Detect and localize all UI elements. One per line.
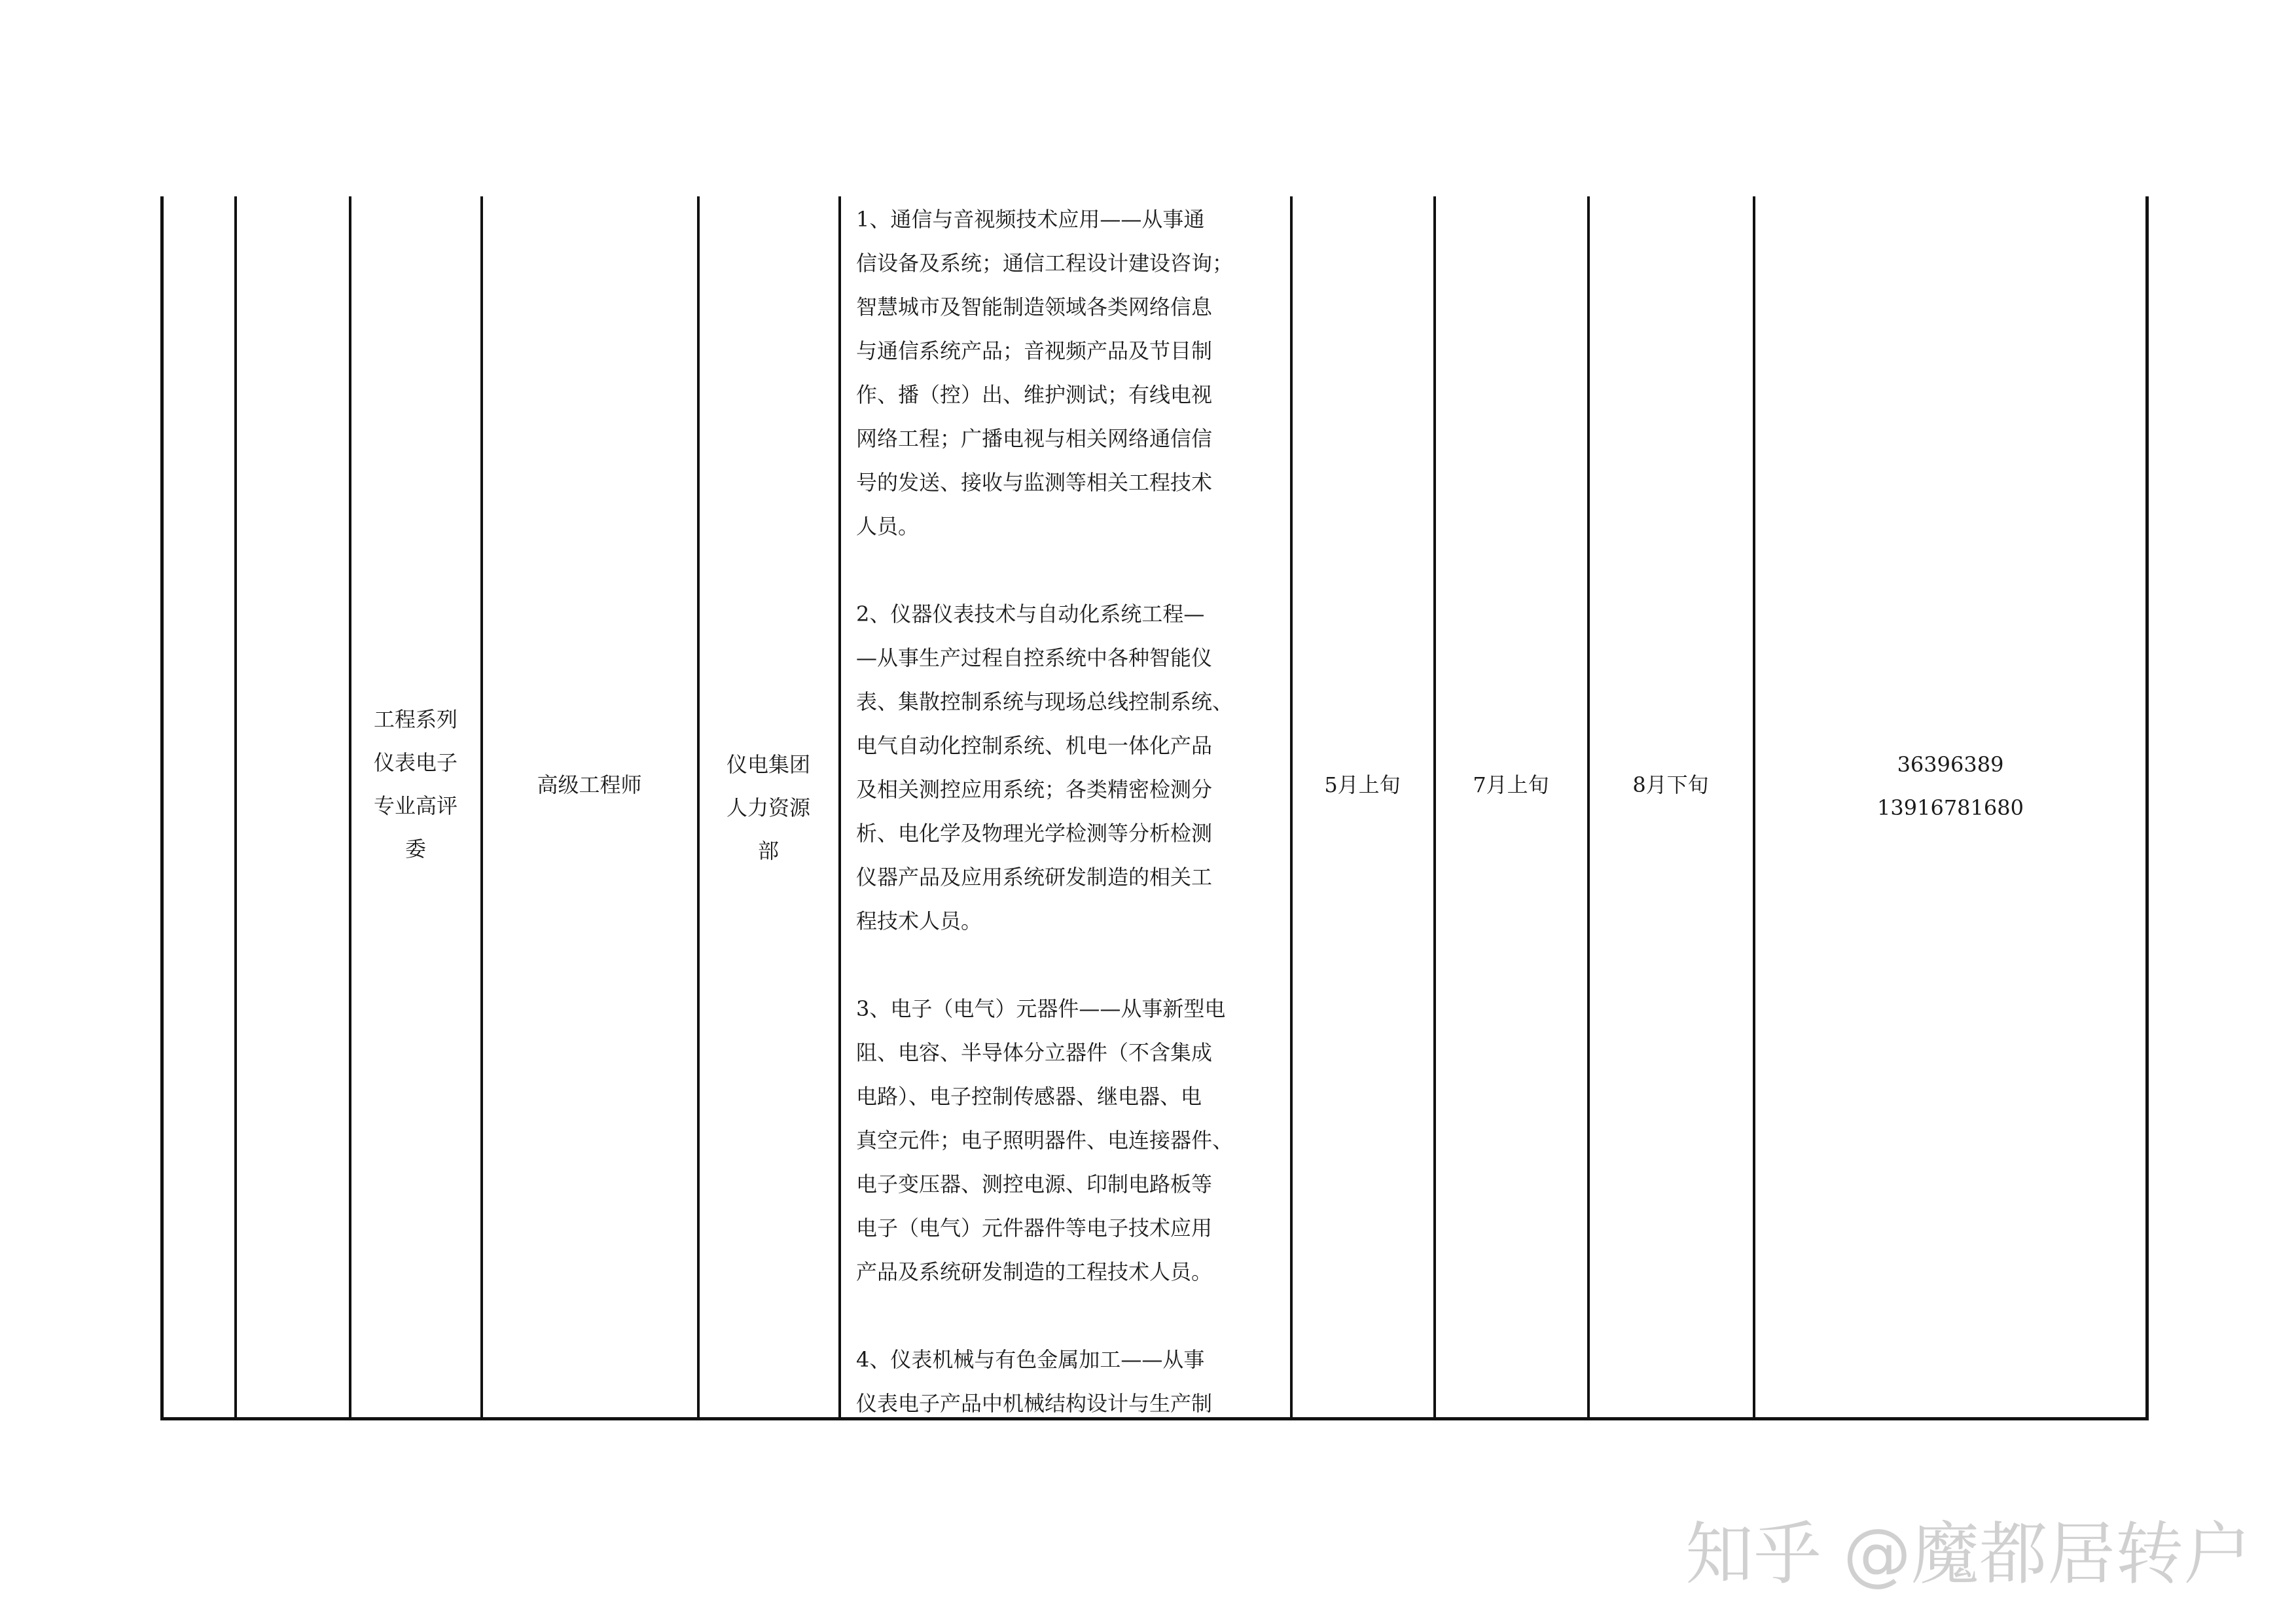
qualification-cell [483,763,696,806]
description-line: 表、集散控制系统与现场总线控制系统、 [856,689,1234,714]
description-line: 程技术人员。 [856,909,982,933]
description-line: —从事生产过程自控系统中各种智能仪 [856,645,1213,670]
description-line: 信设备及系统；通信工程设计建设咨询； [856,251,1234,276]
date3-text: 8月下旬 [1632,772,1709,797]
column-divider [1587,196,1590,1420]
description-line: 1、通信与音视频技术应用——从事通 [856,207,1205,232]
date1-cell [1293,763,1432,806]
column-divider [234,196,237,1420]
department-line: 仪电集团 [726,752,810,777]
description-paragraph-3 [856,987,1295,1294]
description-line: 3、电子（电气）元器件——从事新型电 [856,996,1226,1021]
description-line: 产品及系统研发制造的工程技术人员。 [856,1259,1213,1284]
phone-number: 36396389 [1897,752,2004,777]
description-line: 析、电化学及物理光学检测等分析检测 [856,821,1213,846]
description-cell [856,198,1295,1418]
description-line: 2、仪器仪表技术与自动化系统工程— [856,602,1205,626]
column-divider [480,196,483,1420]
description-paragraph-1 [856,198,1295,549]
description-line: 电子（电气）元件器件等电子技术应用 [856,1216,1213,1240]
description-line: 电气自动化控制系统、机电一体化产品 [856,733,1213,758]
description-line: 与通信系统产品；音视频产品及节目制 [856,338,1213,363]
description-line: 阻、电容、半导体分立器件（不含集成 [856,1040,1213,1065]
date1-text: 5月上旬 [1324,772,1401,797]
description-line: 网络工程；广播电视与相关网络通信信 [856,426,1213,451]
committee-line: 工程系列 [373,707,457,732]
committee-line: 委 [404,837,426,861]
watermark: 知乎 @魔都居转户 [1685,1514,2252,1594]
description-paragraph-2 [856,592,1295,943]
column-divider [838,196,841,1420]
description-line: 作、播（控）出、维护测试；有线电视 [856,382,1213,407]
description-line: 智慧城市及智能制造领域各类网络信息 [856,295,1213,319]
description-paragraph-4 [856,1338,1295,1418]
department-line: 人力资源 [726,795,810,820]
description-line: 仪表电子产品中机械结构设计与生产制 [856,1391,1213,1416]
description-line: 仪器产品及应用系统研发制造的相关工 [856,865,1213,890]
committee-line: 仪表电子 [373,750,457,775]
date2-text: 7月上旬 [1473,772,1549,797]
contact-cell [1755,743,2145,829]
committee-line: 专业高评 [373,793,457,818]
department-line: 部 [757,839,779,863]
date2-cell [1436,763,1586,806]
phone-number: 13916781680 [1877,795,2024,820]
description-line: 号的发送、接收与监测等相关工程技术 [856,470,1213,495]
description-line: 真空元件；电子照明器件、电连接器件、 [856,1128,1234,1153]
column-divider [349,196,351,1420]
description-line: 4、仪表机械与有色金属加工——从事 [856,1347,1205,1372]
department-cell [700,743,837,873]
committee-cell [352,698,479,871]
column-divider [1433,196,1436,1420]
description-line: 及相关测控应用系统；各类精密检测分 [856,777,1213,802]
description-line: 人员。 [856,514,920,539]
description-line: 电路）、电子控制传感器、继电器、电 [856,1084,1202,1109]
qualification-text: 高级工程师 [537,772,642,797]
description-line: 电子变压器、测控电源、印制电路板等 [856,1172,1213,1197]
date3-cell [1590,763,1751,806]
